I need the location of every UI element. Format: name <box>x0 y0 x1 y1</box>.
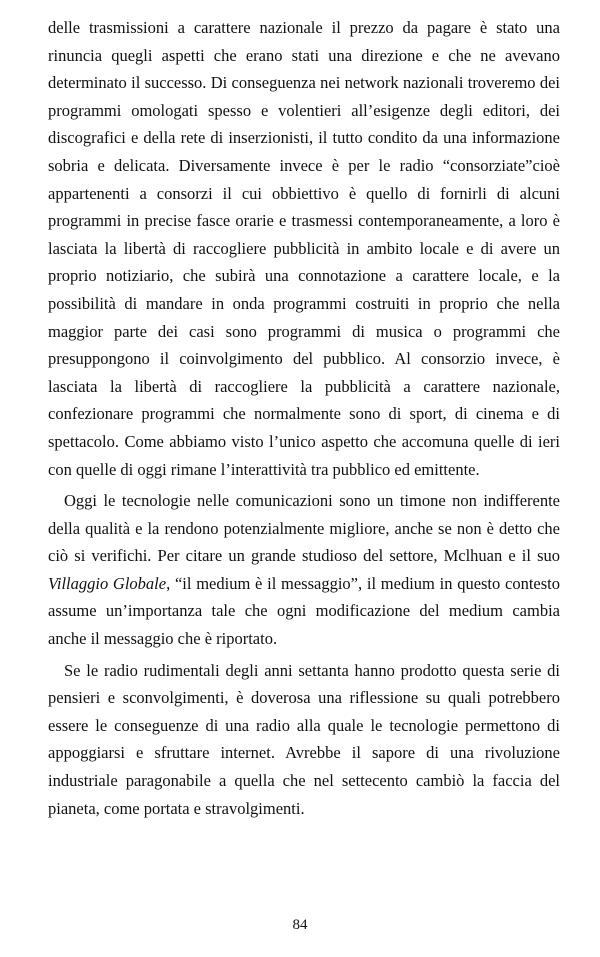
page-body <box>48 14 560 822</box>
paragraph-network-nazionali: delle trasmissioni a carattere nazionale il prezzo da pagare è stato una rinuncia quegli aspetti che erano stati una direzione e che ne avevano determinato il successo. Di conseguenza nei network nazionali troveremo dei programmi omologati spesso e volentieri all’esigenze degli editori, dei discografici e della rete di inserzionisti, il tutto condito da una informazione sobria e delicata. Diversamente invece è per le radio “consorziate”cioè appartenenti a consorzi il cui obbiettivo è quello di fornirli di alcuni programmi in precise fasce orarie e trasmessi contemporaneamente, a loro è lasciata la libertà di raccogliere pubblicità in ambito locale e di avere un proprio notiziario, che subirà una connotazione a carattere locale, e la possibilità di mandare in onda programmi costruiti in proprio che nella maggior parte dei casi sono programmi di musica o programmi che presuppongono il coinvolgimento del pubblico. Al consorzio invece, è lasciata la libertà di raccogliere la pubblicità a carattere nazionale, confezionare programmi che normalmente sono di sport, di cinema e di spettacolo. Come abbiamo visto l’unico aspetto che accomuna quelle di ieri con quelle di oggi rimane l’interattività tra pubblico ed emittente. <box>48 18 560 479</box>
paragraph-tecnologie-text: Oggi le tecnologie nelle comunicazioni sono un timone non indifferente della qualità e la rendono potenzialmente migliore, anche se non è detto che ciò si verifichi. Per citare un grande studioso del settore, Mclhuan e il suo <box>48 491 560 566</box>
villaggio-globale-italic: Villaggio Globale <box>48 573 167 593</box>
paragraph-tecnologie-text-end: , “il medium è il messaggio”, il medium in questo contesto assume un’importanza tale che ogni modificazione del medium cambia anche il messaggio che è riportato. <box>48 573 561 649</box>
paragraph-radio-rudimentali: Se le radio rudimentali degli anni settanta hanno prodotto questa serie di pensieri e sconvolgimenti, è doverosa una riflessione su quali potrebbero essere le conseguenze di una radio alla quale le tecnologie permettono di appoggiarsi e sfruttare internet. Avrebbe il sapore di una rivoluzione industriale paragonabile a quella che nel settecento cambiò la faccia del pianeta, come portata e stravolgimenti. <box>48 660 560 818</box>
paragraph-tecnologie <box>48 487 560 653</box>
page-number: 84 <box>292 917 308 933</box>
